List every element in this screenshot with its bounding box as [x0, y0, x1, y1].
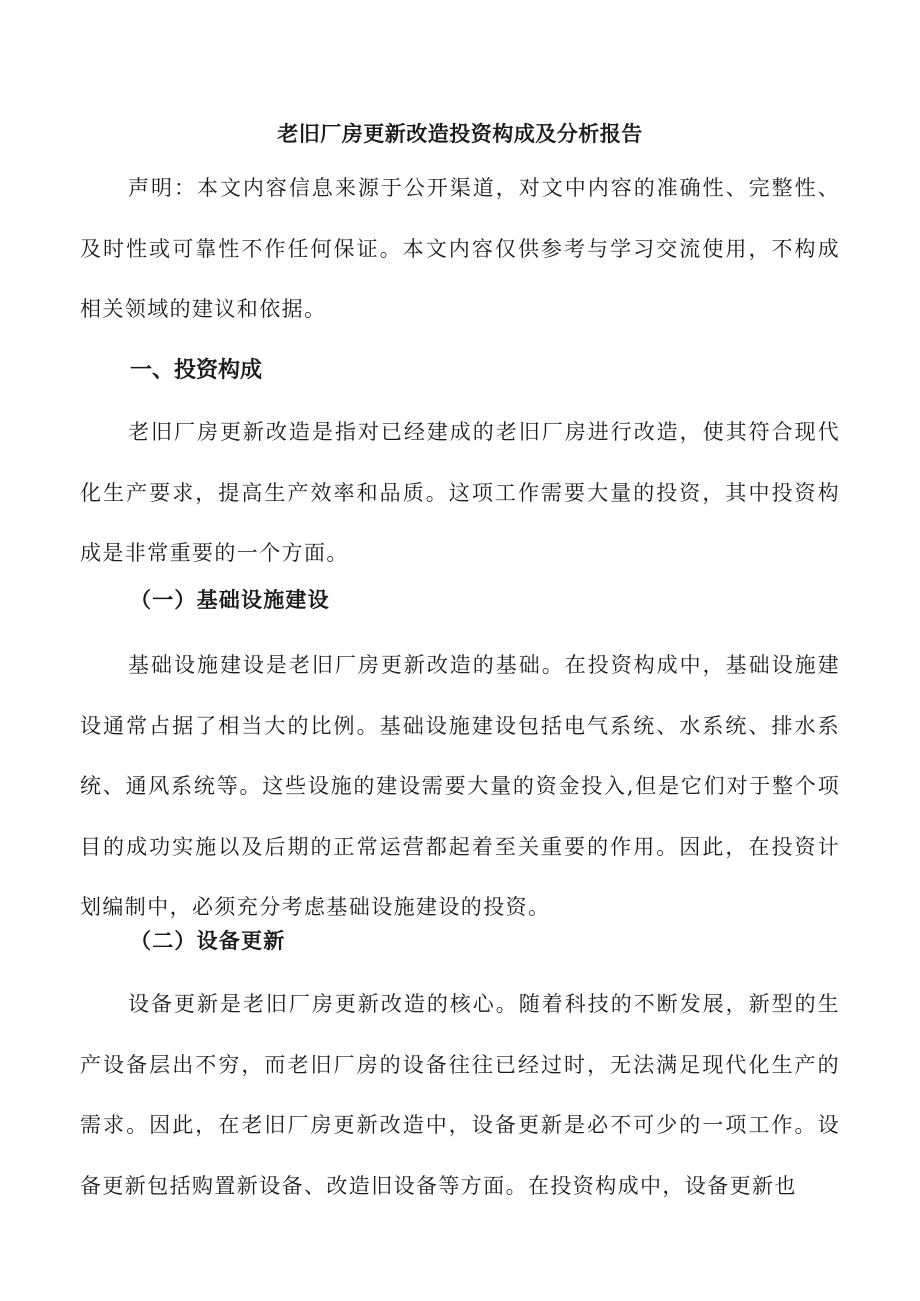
- equipment-update-paragraph: 设备更新是老旧厂房更新改造的核心。随着科技的不断发展，新型的生产设备层出不穷，而老旧厂房的设备往往已经过时，无法满足现代化生产的需求。因此，在老旧厂房更新改造中，设备更新是必不可少的一项工作。设备更新包括购置新设备、改造旧设备等方面。在投资构成中，设备更新也: [80, 992, 840, 1198]
- infrastructure-paragraph: 基础设施建设是老旧厂房更新改造的基础。在投资构成中，基础设施建设通常占据了相当大的比例。基础设施建设包括电气系统、水系统、排水系统、通风系统等。这些设施的建设需要大量的资金投入,但是它们对于整个项目的成功实施以及后期的正常运营都起着至关重要的作用。因此，在投资计划编制中，必须充分考虑基础设施建设的投资。: [80, 653, 840, 919]
- section-heading-investment-composition: 一、投资构成: [130, 358, 263, 383]
- disclaimer-paragraph: 声明：本文内容信息来源于公开渠道，对文中内容的准确性、完整性、及时性或可靠性不作任何保证。本文内容仅供参考与学习交流使用，不构成相关领域的建议和依据。: [80, 176, 840, 321]
- subsection-heading-infrastructure: （一）基础设施建设: [130, 587, 330, 612]
- subsection-heading-equipment-update: （二）设备更新: [130, 928, 286, 953]
- section-intro-paragraph: 老旧厂房更新改造是指对已经建成的老旧厂房进行改造，使其符合现代化生产要求，提高生产效率和品质。这项工作需要大量的投资，其中投资构成是非常重要的一个方面。: [80, 420, 840, 565]
- document-title: 老旧厂房更新改造投资构成及分析报告: [277, 122, 643, 146]
